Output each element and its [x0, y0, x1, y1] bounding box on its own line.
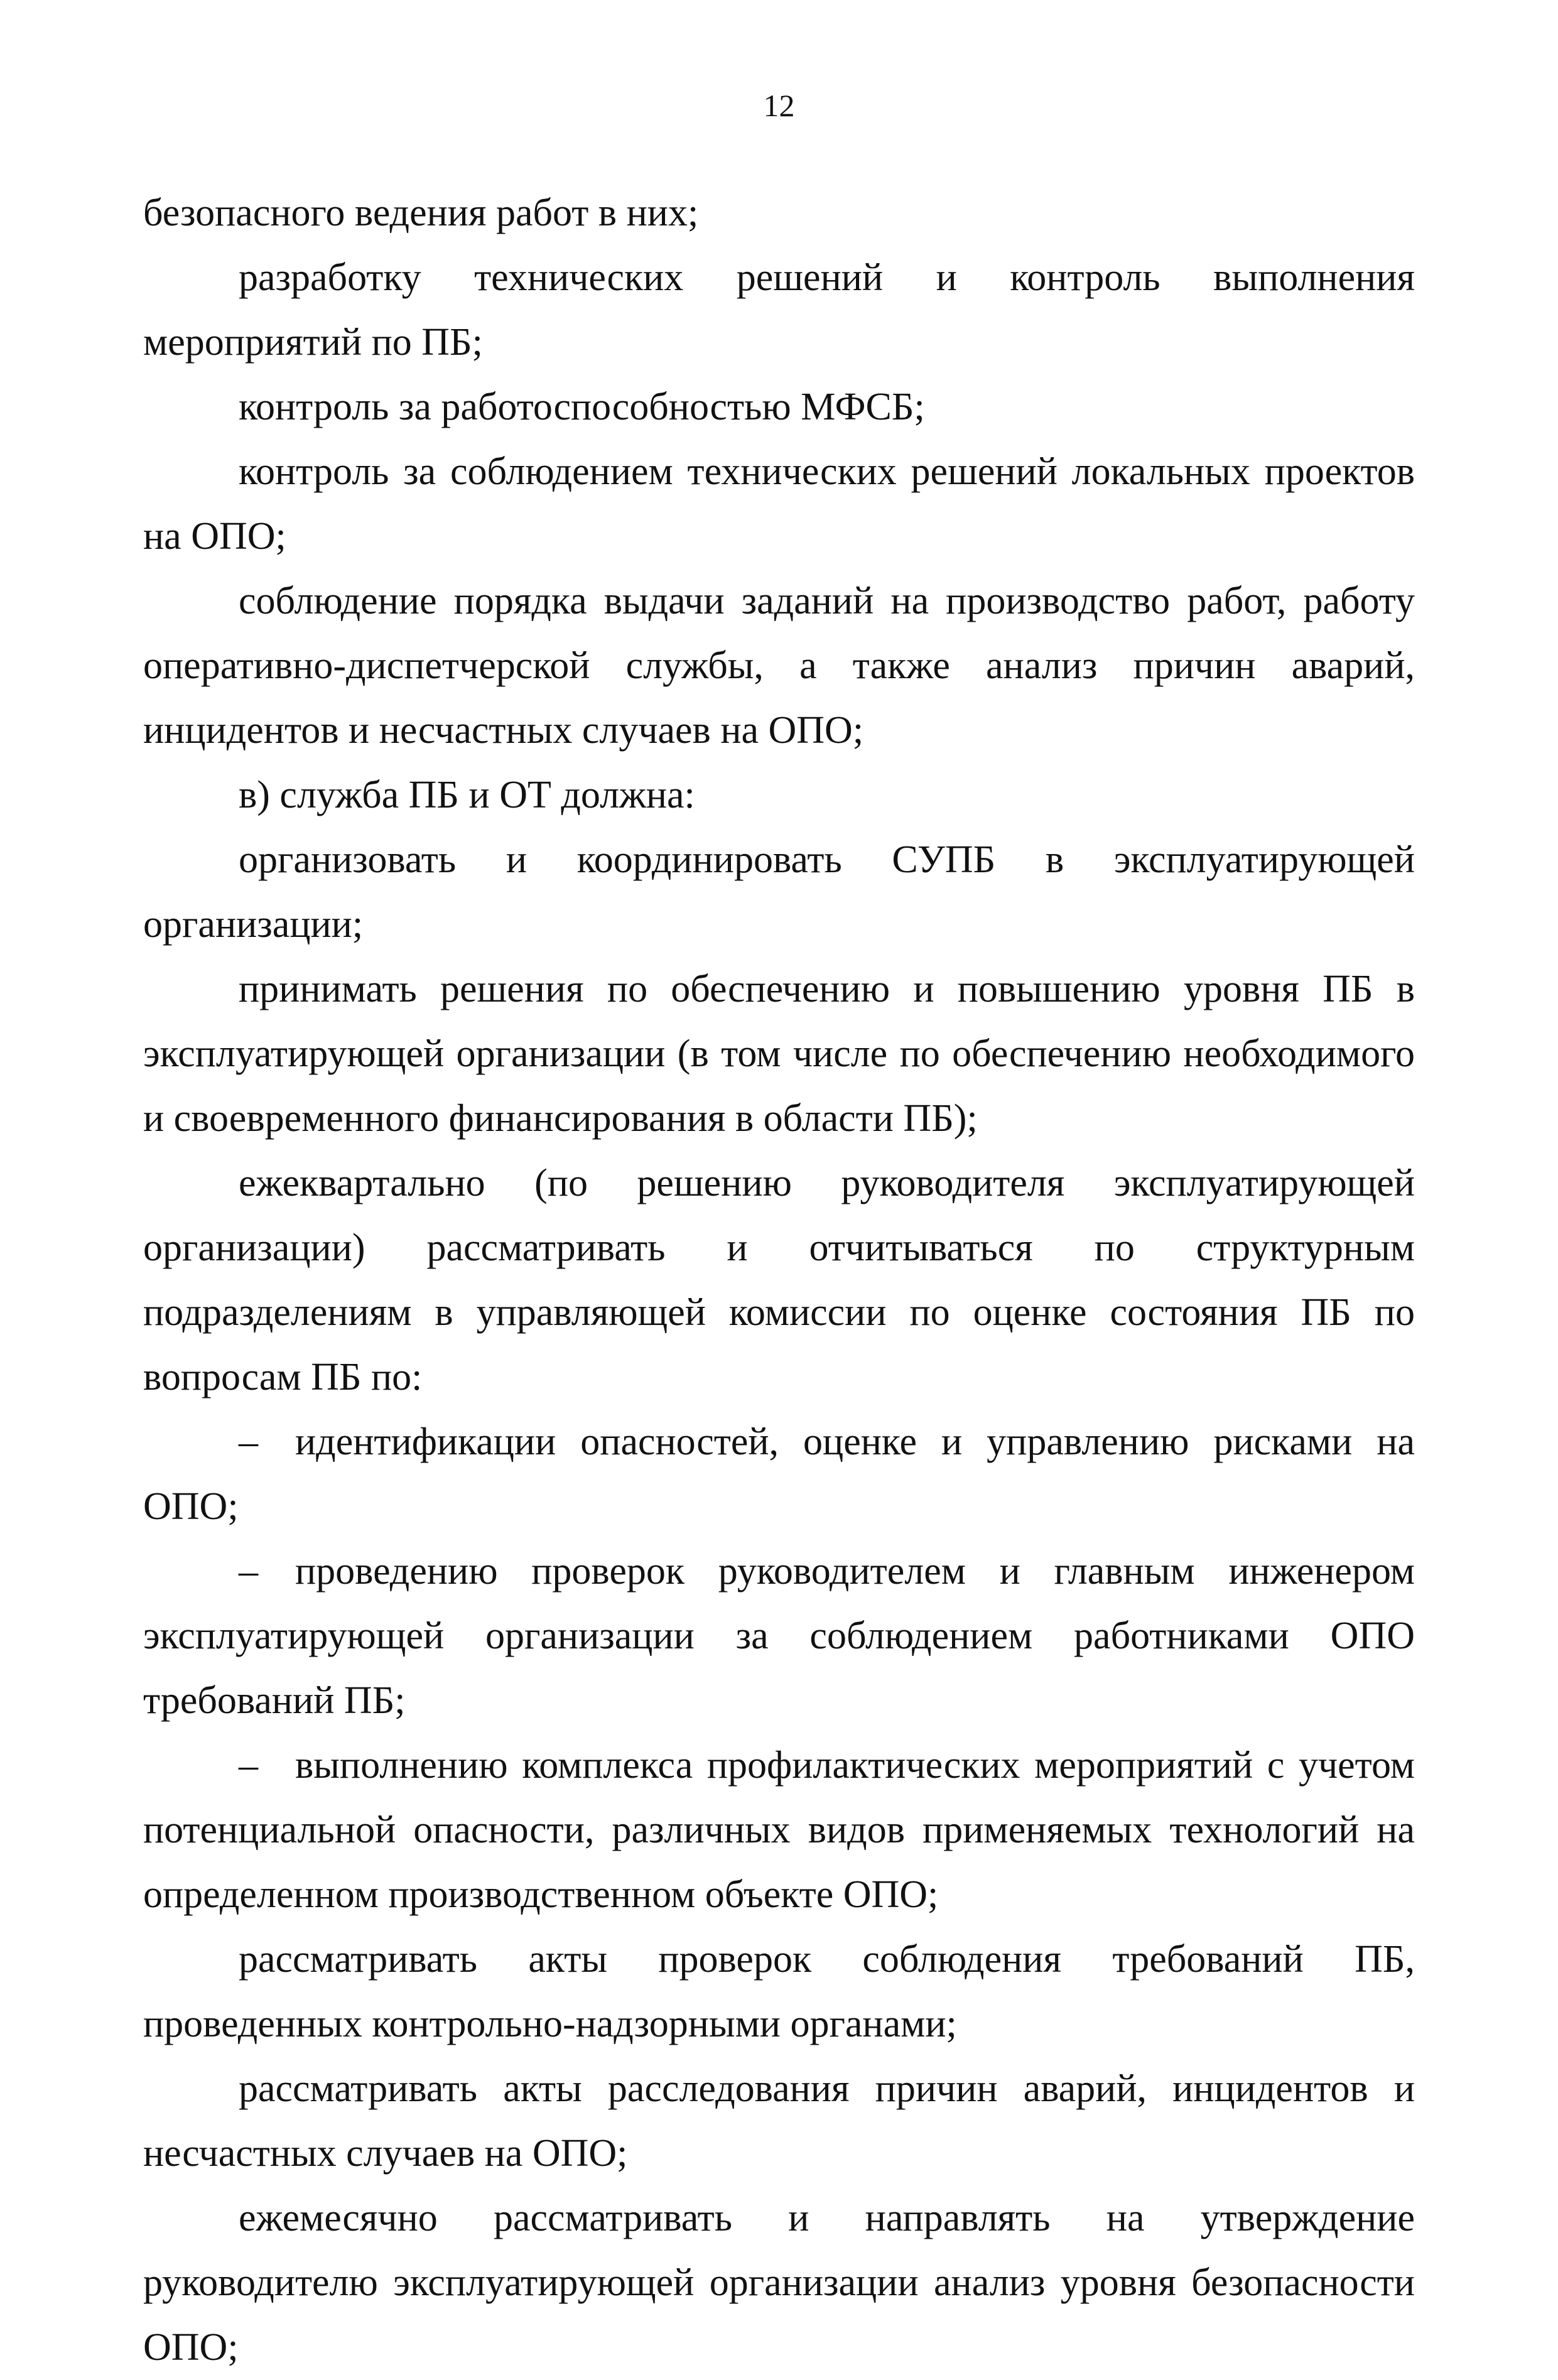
- paragraph: рассматривать акты расследования причин аварий, инцидентов и несчастных случаев на ОПО;: [143, 2067, 1415, 2175]
- paragraph: ежемесячно рассматривать и направлять на утверждение руководителю эксплуатирующей организации анализ уровня безопасности ОПО;: [143, 2197, 1415, 2369]
- paragraph: безопасного ведения работ в них;: [143, 192, 699, 234]
- paragraph: принимать решения по обеспечению и повышению уровня ПБ в эксплуатирующей организации (в том числе по обеспечению необходимого и своевременного финансирования в области ПБ);: [143, 968, 1415, 1140]
- list-item: [143, 1733, 1415, 1927]
- list-item: [143, 1410, 1415, 1539]
- dash-marker: –: [239, 1744, 258, 1787]
- paragraph: в) служба ПБ и ОТ должна:: [239, 774, 695, 816]
- dash-marker: –: [239, 1420, 258, 1463]
- list-item-text: выполнению комплекса профилактических мероприятий с учетом потенциальной опасности, различных видов применяемых технологий на определенном производственном объекте ОПО;: [143, 1744, 1415, 1916]
- dash-marker: –: [239, 1550, 258, 1593]
- paragraph: организовать и координировать СУПБ в эксплуатирующей организации;: [143, 838, 1415, 946]
- paragraph: контроль за работоспособностью МФСБ;: [239, 386, 925, 428]
- paragraph: рассматривать акты проверок соблюдения требований ПБ, проведенных контрольно-надзорными органами;: [143, 1938, 1415, 2045]
- list-item-text: идентификации опасностей, оценке и управлению рисками на ОПО;: [143, 1420, 1415, 1528]
- paragraph: контроль за соблюдением технических решений локальных проектов на ОПО;: [143, 450, 1415, 558]
- list-item: [143, 1539, 1415, 1733]
- paragraph: разработку технических решений и контроль выполнения мероприятий по ПБ;: [143, 256, 1415, 364]
- paragraph: соблюдение порядка выдачи заданий на производство работ, работу оперативно-диспетчерской службы, а также анализ причин аварий, инцидентов и несчастных случаев на ОПО;: [143, 580, 1415, 752]
- document-body: [143, 181, 1415, 2380]
- page-number: 12: [763, 88, 795, 123]
- list-item-text: проведению проверок руководителем и главным инженером эксплуатирующей организации за соблюдением работниками ОПО требований ПБ;: [143, 1550, 1415, 1722]
- paragraph: ежеквартально (по решению руководителя эксплуатирующей организации) рассматривать и отчитываться по структурным подразделениям в управляющей комиссии по оценке состояния ПБ по вопросам ПБ по:: [143, 1162, 1415, 1398]
